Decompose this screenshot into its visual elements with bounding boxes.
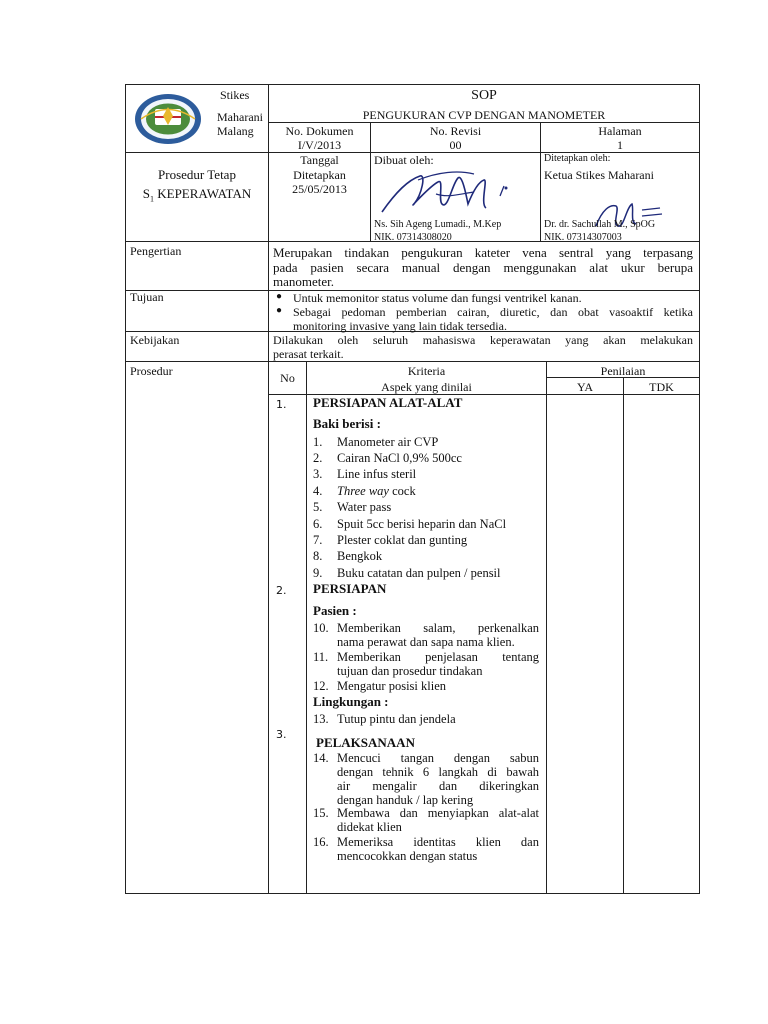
prosedur-program: $S_1$ KEPERAWATAN — [142, 186, 252, 204]
dibuat-oleh-nik: NIK. 07314308020 — [374, 232, 452, 243]
section-number-1: 1. — [276, 398, 287, 411]
ditetapkan-oleh-role: Ketua Stikes Maharani — [544, 168, 654, 182]
doc-number-label: No. Dokumen — [285, 124, 354, 138]
dibuat-oleh-name: Ns. Sih Ageng Lumadi., M.Kep — [374, 219, 502, 230]
page-label: Halaman — [598, 124, 642, 138]
ditetapkan-oleh-name: Dr. dr. Sachullah M., SpOG — [544, 219, 656, 230]
aspek-header: Aspek yang dinilai — [381, 380, 472, 394]
bullet-icon: ● — [276, 305, 283, 316]
pengertian-text-line1: Merupakan tindakan pengukuran kateter vena sentral yang terpasang — [273, 245, 693, 260]
section-1-title: PERSIAPAN ALAT-ALAT — [313, 395, 463, 410]
tujuan-label: Tujuan — [130, 290, 164, 304]
section-2-lingkungan: Lingkungan : — [313, 694, 389, 709]
tujuan-item-1: Untuk memonitor status volume dan fungsi ventrikel kanan. — [293, 291, 582, 305]
section-number-2: 2. — [276, 584, 287, 597]
revision-label: No. Revisi — [429, 124, 482, 138]
pengertian-text-line2: pada pasien secara manual dengan menggunakan alat ukur berupa — [273, 260, 693, 275]
org-name-line2: Maharani — [217, 110, 263, 124]
revision-value: 00 — [449, 138, 462, 152]
college-logo-icon — [133, 92, 203, 147]
section-number-3: 3. — [276, 728, 287, 741]
ya-column-header: YA — [576, 380, 593, 394]
tanggal-value: 25/05/2013 — [292, 182, 347, 196]
kebijakan-text-line2: perasat terkait. — [273, 347, 344, 361]
sop-label: SOP — [471, 88, 497, 103]
tujuan-item-2-line2: monitoring invasive yang lain tidak tersedia. — [293, 319, 507, 333]
kriteria-header: Kriteria — [407, 364, 446, 378]
doc-number-value: I/V/2013 — [297, 138, 342, 152]
section-1-subtitle: Baki berisi : — [313, 416, 381, 431]
page-value: 1 — [617, 138, 623, 152]
pengertian-label: Pengertian — [130, 244, 182, 258]
tdk-column-header: TDK — [649, 380, 674, 394]
bullet-icon: ● — [276, 291, 283, 302]
prosedur-tetap: Prosedur Tetap — [158, 167, 236, 182]
tujuan-item-2-line1: Sebagai pedoman pemberian cairan, diuretic, dan obat vasoaktif ketika — [293, 305, 693, 319]
document-title: PENGUKURAN CVP DENGAN MANOMETER — [362, 108, 606, 122]
dibuat-oleh-label: Dibuat oleh: — [374, 153, 434, 167]
section-2-title: PERSIAPAN — [313, 581, 387, 596]
pengertian-text-line3: manometer. — [273, 274, 335, 289]
ditetapkan-oleh-label: Ditetapkan oleh: — [544, 153, 611, 164]
section-3-title: PELAKSANAAN — [316, 735, 415, 750]
penilaian-header: Penilaian — [600, 364, 646, 378]
ditetapkan-label: Ditetapkan — [293, 168, 346, 182]
ditetapkan-oleh-nik: NIK. 07314307003 — [544, 232, 622, 243]
kebijakan-label: Kebijakan — [130, 333, 180, 347]
prosedur-label: Prosedur — [130, 364, 173, 378]
kebijakan-text-line1: Dilakukan oleh seluruh mahasiswa keperawatan yang akan melakukan — [273, 333, 693, 347]
signature-icon — [378, 164, 518, 222]
org-name-line3: Malang — [217, 124, 254, 138]
tanggal-label: Tanggal — [300, 153, 339, 167]
section-2-pasien: Pasien : — [313, 603, 357, 618]
org-name-line1: Stikes — [220, 88, 250, 102]
no-column-header: No — [280, 371, 295, 385]
